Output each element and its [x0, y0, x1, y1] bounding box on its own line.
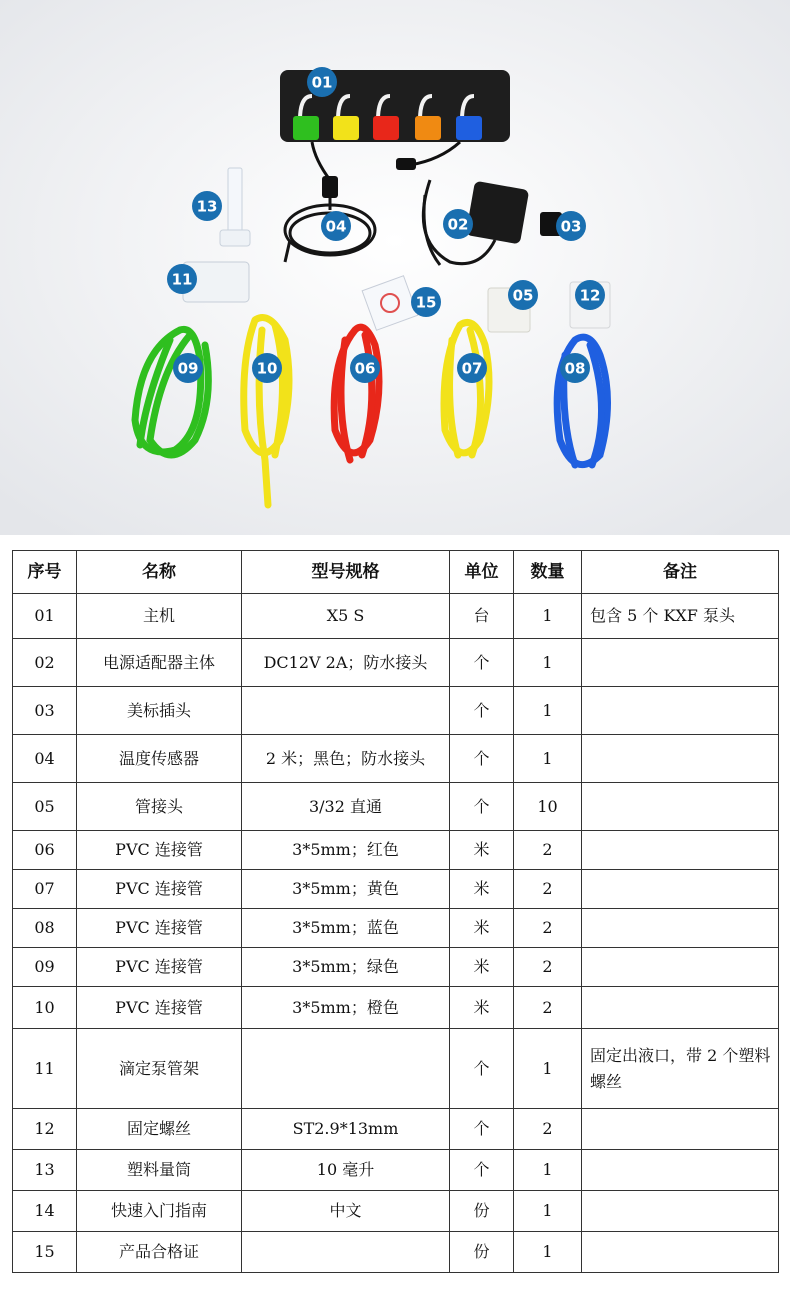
table-row [13, 735, 779, 783]
cell-spec: 3*5mm；蓝色 [242, 909, 450, 948]
cell-unit: 米 [450, 948, 514, 987]
cell-unit: 个 [450, 1029, 514, 1109]
cell-name: 温度传感器 [77, 735, 242, 783]
table-row [13, 987, 779, 1029]
cell-qty: 1 [514, 1029, 582, 1109]
table-row [13, 687, 779, 735]
cell-qty: 1 [514, 639, 582, 687]
badge-12 [575, 280, 605, 310]
cell-no: 14 [13, 1191, 77, 1232]
svg-text:05: 05 [512, 286, 534, 305]
badge-08 [560, 353, 590, 383]
badge-03 [556, 211, 586, 241]
cell-unit: 个 [450, 1109, 514, 1150]
header-qty: 数量 [514, 551, 582, 594]
svg-text:12: 12 [579, 286, 601, 305]
packing-list-table [12, 550, 779, 1273]
cell-name: 管接头 [77, 783, 242, 831]
cell-no: 04 [13, 735, 77, 783]
table-row [13, 1109, 779, 1150]
cell-qty: 1 [514, 687, 582, 735]
cell-unit: 份 [450, 1191, 514, 1232]
cell-unit: 份 [450, 1232, 514, 1273]
header-no: 序号 [13, 551, 77, 594]
cell-no: 08 [13, 909, 77, 948]
cell-no: 12 [13, 1109, 77, 1150]
cell-name: 美标插头 [77, 687, 242, 735]
cell-name: PVC 连接管 [77, 987, 242, 1029]
product-photo [0, 0, 790, 535]
cell-note [582, 687, 779, 735]
cell-note: 包含 5 个 KXF 泵头 [582, 594, 779, 639]
cell-spec: DC12V 2A；防水接头 [242, 639, 450, 687]
svg-text:10: 10 [256, 359, 278, 378]
table-row [13, 1150, 779, 1191]
cell-name: 固定螺丝 [77, 1109, 242, 1150]
cell-unit: 个 [450, 783, 514, 831]
cell-qty: 1 [514, 1232, 582, 1273]
badge-11 [167, 264, 197, 294]
cell-qty: 2 [514, 948, 582, 987]
cell-unit: 米 [450, 987, 514, 1029]
cell-no: 15 [13, 1232, 77, 1273]
badge-10 [252, 353, 282, 383]
cell-spec [242, 687, 450, 735]
cell-unit: 个 [450, 639, 514, 687]
svg-text:02: 02 [447, 215, 469, 234]
badge-09 [173, 353, 203, 383]
cell-spec: 3/32 直通 [242, 783, 450, 831]
cell-name: 产品合格证 [77, 1232, 242, 1273]
table-row [13, 639, 779, 687]
cell-note [582, 639, 779, 687]
svg-text:03: 03 [560, 217, 582, 236]
cell-spec: 2 米；黑色；防水接头 [242, 735, 450, 783]
cell-spec: 中文 [242, 1191, 450, 1232]
cell-spec [242, 1029, 450, 1109]
table-row [13, 594, 779, 639]
badge-15 [411, 287, 441, 317]
cell-no: 07 [13, 870, 77, 909]
cell-unit: 个 [450, 687, 514, 735]
cell-spec: 3*5mm；黄色 [242, 870, 450, 909]
table-row [13, 831, 779, 870]
cell-unit: 米 [450, 909, 514, 948]
cell-name: PVC 连接管 [77, 870, 242, 909]
cell-no: 05 [13, 783, 77, 831]
cell-qty: 2 [514, 831, 582, 870]
badge-07 [457, 353, 487, 383]
header-unit: 单位 [450, 551, 514, 594]
cell-no: 03 [13, 687, 77, 735]
cell-note [582, 1191, 779, 1232]
cell-spec: X5 S [242, 594, 450, 639]
cell-note [582, 735, 779, 783]
cell-unit: 个 [450, 735, 514, 783]
cell-qty: 1 [514, 1191, 582, 1232]
cell-spec: ST2.9*13mm [242, 1109, 450, 1150]
cell-note [582, 1150, 779, 1191]
cell-no: 06 [13, 831, 77, 870]
cell-qty: 2 [514, 909, 582, 948]
cell-note [582, 783, 779, 831]
header-note: 备注 [582, 551, 779, 594]
cell-no: 11 [13, 1029, 77, 1109]
cell-no: 01 [13, 594, 77, 639]
cell-note [582, 870, 779, 909]
table-body [13, 594, 779, 1273]
cell-name: 主机 [77, 594, 242, 639]
cell-name: 快速入门指南 [77, 1191, 242, 1232]
cell-spec: 10 毫升 [242, 1150, 450, 1191]
table-row [13, 1029, 779, 1109]
cell-qty: 1 [514, 735, 582, 783]
cell-name: PVC 连接管 [77, 909, 242, 948]
cell-spec: 3*5mm；红色 [242, 831, 450, 870]
svg-text:08: 08 [564, 359, 586, 378]
badge-06 [350, 353, 380, 383]
cell-unit: 个 [450, 1150, 514, 1191]
cell-qty: 1 [514, 594, 582, 639]
table-row [13, 1191, 779, 1232]
cell-name: PVC 连接管 [77, 831, 242, 870]
svg-text:15: 15 [415, 293, 437, 312]
cell-note [582, 948, 779, 987]
cell-unit: 米 [450, 870, 514, 909]
table-row [13, 909, 779, 948]
cell-qty: 10 [514, 783, 582, 831]
cell-unit: 米 [450, 831, 514, 870]
cell-note [582, 1109, 779, 1150]
cell-no: 09 [13, 948, 77, 987]
badge-02 [443, 209, 473, 239]
cell-note [582, 987, 779, 1029]
cell-note [582, 831, 779, 870]
svg-text:09: 09 [177, 359, 199, 378]
svg-text:01: 01 [311, 73, 333, 92]
badge-04 [321, 211, 351, 241]
cell-qty: 2 [514, 987, 582, 1029]
cell-name: 电源适配器主体 [77, 639, 242, 687]
cell-name: 滴定泵管架 [77, 1029, 242, 1109]
svg-text:11: 11 [171, 270, 193, 289]
header-spec: 型号规格 [242, 551, 450, 594]
cell-name: PVC 连接管 [77, 948, 242, 987]
cell-no: 02 [13, 639, 77, 687]
cell-qty: 2 [514, 1109, 582, 1150]
cell-spec: 3*5mm；橙色 [242, 987, 450, 1029]
svg-text:07: 07 [461, 359, 483, 378]
badge-01 [307, 67, 337, 97]
badge-13 [192, 191, 222, 221]
cell-spec [242, 1232, 450, 1273]
cell-unit: 台 [450, 594, 514, 639]
table-header-row [13, 551, 779, 594]
cell-note: 固定出液口，带 2 个塑料螺丝 [582, 1029, 779, 1109]
cell-qty: 2 [514, 870, 582, 909]
cell-no: 10 [13, 987, 77, 1029]
cell-note [582, 909, 779, 948]
table-row [13, 870, 779, 909]
table-row [13, 948, 779, 987]
badge-05 [508, 280, 538, 310]
svg-text:04: 04 [325, 217, 347, 236]
header-name: 名称 [77, 551, 242, 594]
cell-qty: 1 [514, 1150, 582, 1191]
table-row [13, 783, 779, 831]
cell-no: 13 [13, 1150, 77, 1191]
cell-note [582, 1232, 779, 1273]
svg-text:06: 06 [354, 359, 376, 378]
cell-name: 塑料量筒 [77, 1150, 242, 1191]
table-row [13, 1232, 779, 1273]
cell-spec: 3*5mm；绿色 [242, 948, 450, 987]
svg-text:13: 13 [196, 197, 218, 216]
